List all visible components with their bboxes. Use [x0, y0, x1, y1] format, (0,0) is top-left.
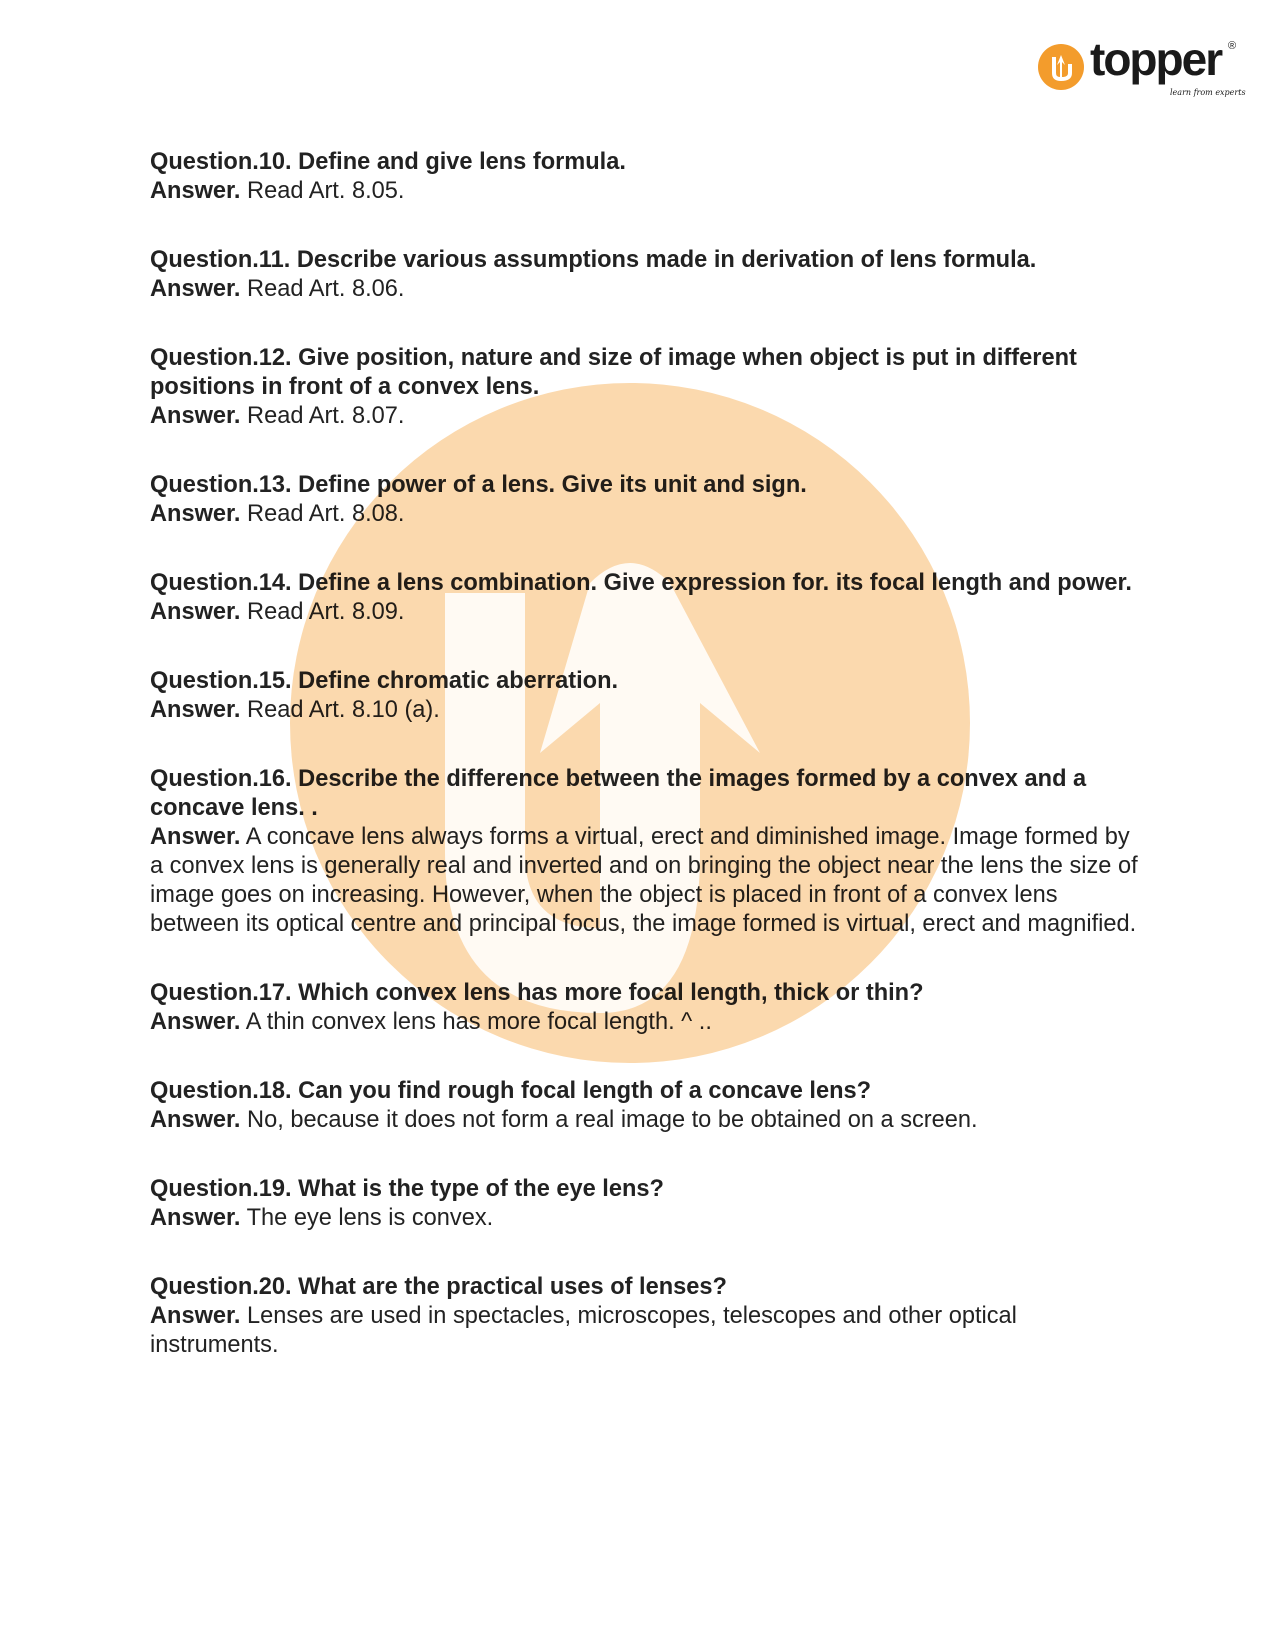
- qa-item: [150, 667, 1140, 725]
- answer-block: [150, 1106, 1140, 1135]
- qa-item: [150, 1077, 1140, 1135]
- answer-label: Answer.: [150, 824, 241, 850]
- answer-block: [150, 177, 1140, 206]
- answer-block: [150, 696, 1140, 725]
- answer-text: A concave lens always forms a virtual, erect and diminished image. Image formed by a convex lens is generally real and inverted and on bringing the object near the lens the size of image goes on increasing. However, when the object is placed in front of a convex lens between its optical centre and principal focus, the image formed is virtual, erect and magnified.: [150, 824, 1138, 937]
- answer-label: Answer.: [150, 276, 241, 302]
- answer-block: [150, 598, 1140, 627]
- qa-item: [150, 765, 1140, 939]
- qa-item: [150, 246, 1140, 304]
- answer-text: Read Art. 8.05.: [247, 178, 405, 204]
- question-text: Question.19. What is the type of the eye lens?: [150, 1176, 664, 1202]
- question-text: Question.14. Define a lens combination. Give expression for. its focal length and power.: [150, 570, 1132, 596]
- answer-text: Read Art. 8.07.: [247, 403, 405, 429]
- question-text: Question.20. What are the practical uses of lenses?: [150, 1274, 727, 1300]
- qa-item: [150, 1273, 1140, 1360]
- answer-label: Answer.: [150, 599, 241, 625]
- qa-item: [150, 979, 1140, 1037]
- answer-block: [150, 823, 1140, 939]
- answer-label: Answer.: [150, 1009, 241, 1035]
- question-text: Question.13. Define power of a lens. Give its unit and sign.: [150, 472, 807, 498]
- logo-wordmark: topper: [1090, 33, 1222, 85]
- answer-text: Read Art. 8.08.: [247, 501, 405, 527]
- answer-text: The eye lens is convex.: [246, 1205, 494, 1231]
- answer-block: [150, 500, 1140, 529]
- topper-logo: [1038, 33, 1246, 102]
- registered-mark: ®: [1228, 40, 1237, 52]
- question-text: Question.17. Which convex lens has more focal length, thick or thin?: [150, 980, 924, 1006]
- answer-text: No, because it does not form a real image to be obtained on a screen.: [247, 1107, 978, 1133]
- question-text: Question.12. Give position, nature and size of image when object is put in different positions in front of a convex lens.: [150, 345, 1077, 400]
- answer-label: Answer.: [150, 403, 241, 429]
- qa-item: [150, 344, 1140, 431]
- answer-text: Read Art. 8.09.: [247, 599, 405, 625]
- logo-tagline: learn from experts: [1170, 88, 1246, 97]
- answer-label: Answer.: [150, 501, 241, 527]
- answer-text: A thin convex lens has more focal length. ^ ..: [245, 1009, 712, 1035]
- question-text: Question.10. Define and give lens formula.: [150, 149, 626, 175]
- answer-text: Read Art. 8.10 (a).: [247, 697, 440, 723]
- answer-block: [150, 402, 1140, 431]
- answer-block: [150, 275, 1140, 304]
- topper-logo-circle-icon: [1038, 44, 1084, 90]
- question-text: Question.15. Define chromatic aberration.: [150, 668, 619, 694]
- qa-item: [150, 569, 1140, 627]
- answer-label: Answer.: [150, 697, 241, 723]
- question-text: Question.16. Describe the difference between the images formed by a convex and a concave lens. .: [150, 766, 1087, 821]
- qa-content: [150, 148, 1140, 1400]
- topper-u-arrow-icon: [1038, 44, 1084, 90]
- answer-block: [150, 1204, 1140, 1233]
- qa-item: [150, 471, 1140, 529]
- answer-text: Lenses are used in spectacles, microscopes, telescopes and other optical instruments.: [150, 1303, 1017, 1358]
- qa-item: [150, 148, 1140, 206]
- answer-block: [150, 1302, 1140, 1360]
- answer-label: Answer.: [150, 1205, 241, 1231]
- question-text: Question.18. Can you find rough focal length of a concave lens?: [150, 1078, 872, 1104]
- qa-item: [150, 1175, 1140, 1233]
- answer-label: Answer.: [150, 1107, 241, 1133]
- question-text: Question.11. Describe various assumptions made in derivation of lens formula.: [150, 247, 1037, 273]
- answer-label: Answer.: [150, 1303, 241, 1329]
- answer-text: Read Art. 8.06.: [247, 276, 405, 302]
- answer-block: [150, 1008, 1140, 1037]
- answer-label: Answer.: [150, 178, 241, 204]
